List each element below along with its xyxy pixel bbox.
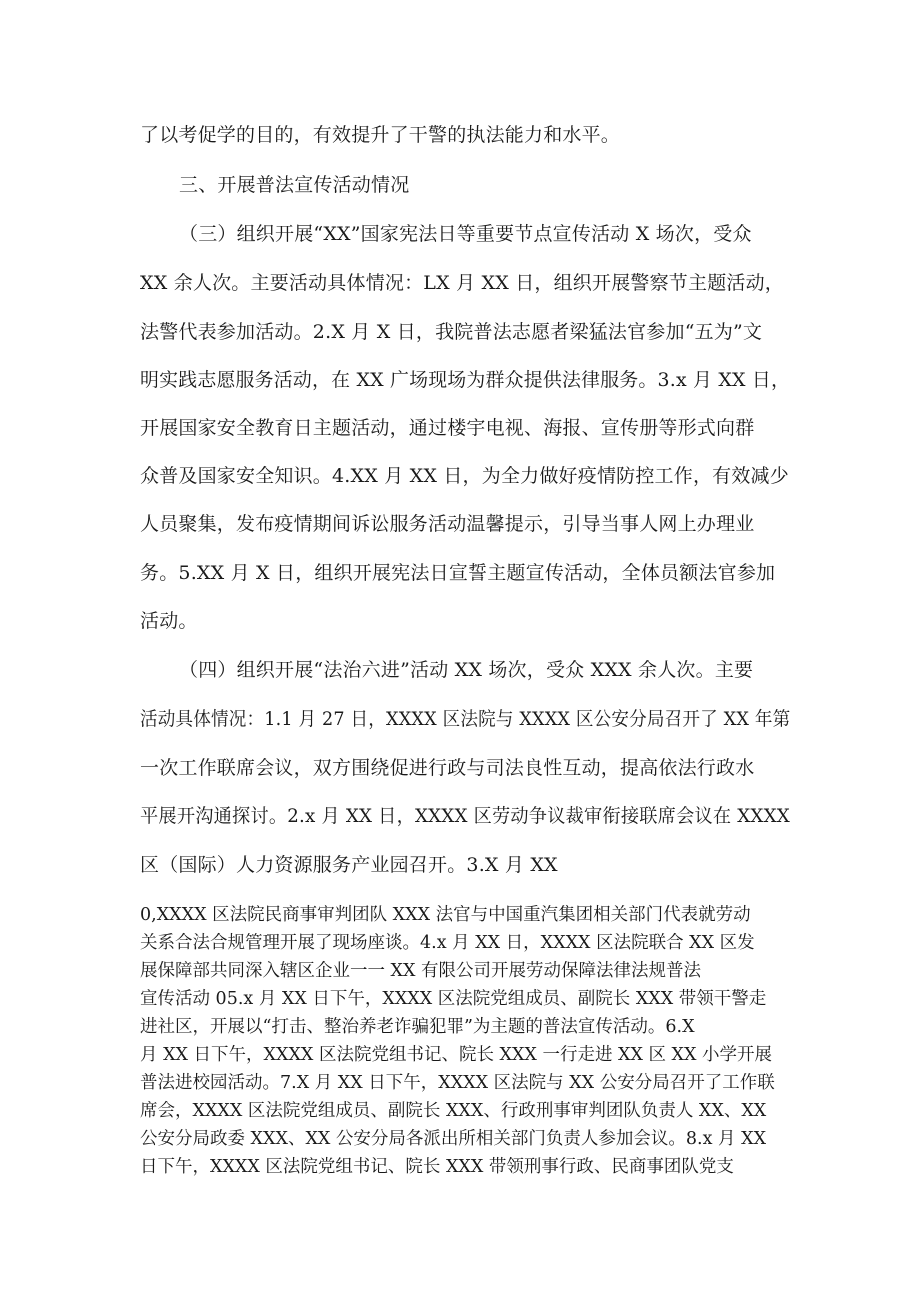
paragraph-line: 活动具体情况：1.1 月 27 日，XXXX 区法院与 XXXX 区公安分局召开了 XX 年第 <box>140 708 791 730</box>
paragraph-line: 0,XXXX 区法院民商事审判团队 XXX 法官与中国重汽集团相关部门代表就劳动 <box>140 905 751 925</box>
paragraph-line: 众普及国家安全知识。4.XX 月 XX 日，为全力做好疫情防控工作，有效减少 <box>140 465 789 487</box>
paragraph-line: （四）组织开展“法治六进”活动 XX 场次，受众 XXX 余人次。主要 <box>179 659 754 681</box>
paragraph-line: （三）组织开展“XX”国家宪法日等重要节点宣传活动 X 场次，受众 <box>179 223 752 245</box>
paragraph-line: 法警代表参加活动。2.X 月 X 日，我院普法志愿者梁猛法官参加“五为”文 <box>140 321 763 343</box>
paragraph-line: 务。5.XX 月 X 日，组织开展宪法日宣誓主题宣传活动，全体员额法官参加 <box>140 562 776 584</box>
section-heading: 三、开展普法宣传活动情况 <box>179 174 410 196</box>
paragraph-line: 平展开沟通探讨。2.x 月 XX 日，XXXX 区劳动争议裁审衔接联席会议在 XXXX <box>140 805 790 827</box>
paragraph-line: 了以考促学的目的，有效提升了干警的执法能力和水平。 <box>140 124 621 146</box>
paragraph-line: 区（国际）人力资源服务产业园召开。3.X 月 XX <box>140 854 558 876</box>
paragraph-line: 开展国家安全教育日主题活动，通过楼宇电视、海报、宣传册等形式向群 <box>140 417 755 439</box>
paragraph-line: 月 XX 日下午，XXXX 区法院党组书记、院长 XXX 一行走进 XX 区 XX 小学开展 <box>140 1045 773 1065</box>
paragraph-line: 席会，XXXX 区法院党组成员、副院长 XXX、行政刑事审判团队负责人 XX、XX <box>140 1101 767 1121</box>
paragraph-line: 日下午，XXXX 区法院党组书记、院长 XXX 带领刑事行政、民商事团队党支 <box>140 1157 734 1177</box>
paragraph-line: 公安分局政委 XXX、XX 公安分局各派出所相关部门负责人参加会议。8.x 月 XX <box>140 1129 767 1149</box>
paragraph-line: 明实践志愿服务活动，在 XX 广场现场为群众提供法律服务。3.x 月 XX 日， <box>140 369 791 391</box>
paragraph-line: 进社区，开展以“打击、整治养老诈骗犯罪”为主题的普法宣传活动。6.X <box>140 1017 695 1037</box>
paragraph-line: 一次工作联席会议，双方围绕促进行政与司法良性互动，提高依法行政水 <box>140 757 755 779</box>
paragraph-line: 关系合法合规管理开展了现场座谈。4.x 月 XX 日，XXXX 区法院联合 XX 区发 <box>140 933 755 953</box>
paragraph-line: XX 余人次。主要活动具体情况：LX 月 XX 日，组织开展警察节主题活动， <box>140 272 785 294</box>
paragraph-line: 活动。 <box>140 610 198 632</box>
paragraph-line: 普法进校园活动。7.X 月 XX 日下午，XXXX 区法院与 XX 公安分局召开了工作联 <box>140 1073 775 1093</box>
paragraph-line: 展保障部共同深入辖区企业一一 XX 有限公司开展劳动保障法律法规普法 <box>140 961 702 981</box>
paragraph-line: 宣传活动 05.x 月 XX 日下午，XXXX 区法院党组成员、副院长 XXX 带领干警走 <box>140 989 767 1009</box>
paragraph-line: 人员聚集，发布疫情期间诉讼服务活动温馨提示，引导当事人网上办理业 <box>140 513 755 535</box>
